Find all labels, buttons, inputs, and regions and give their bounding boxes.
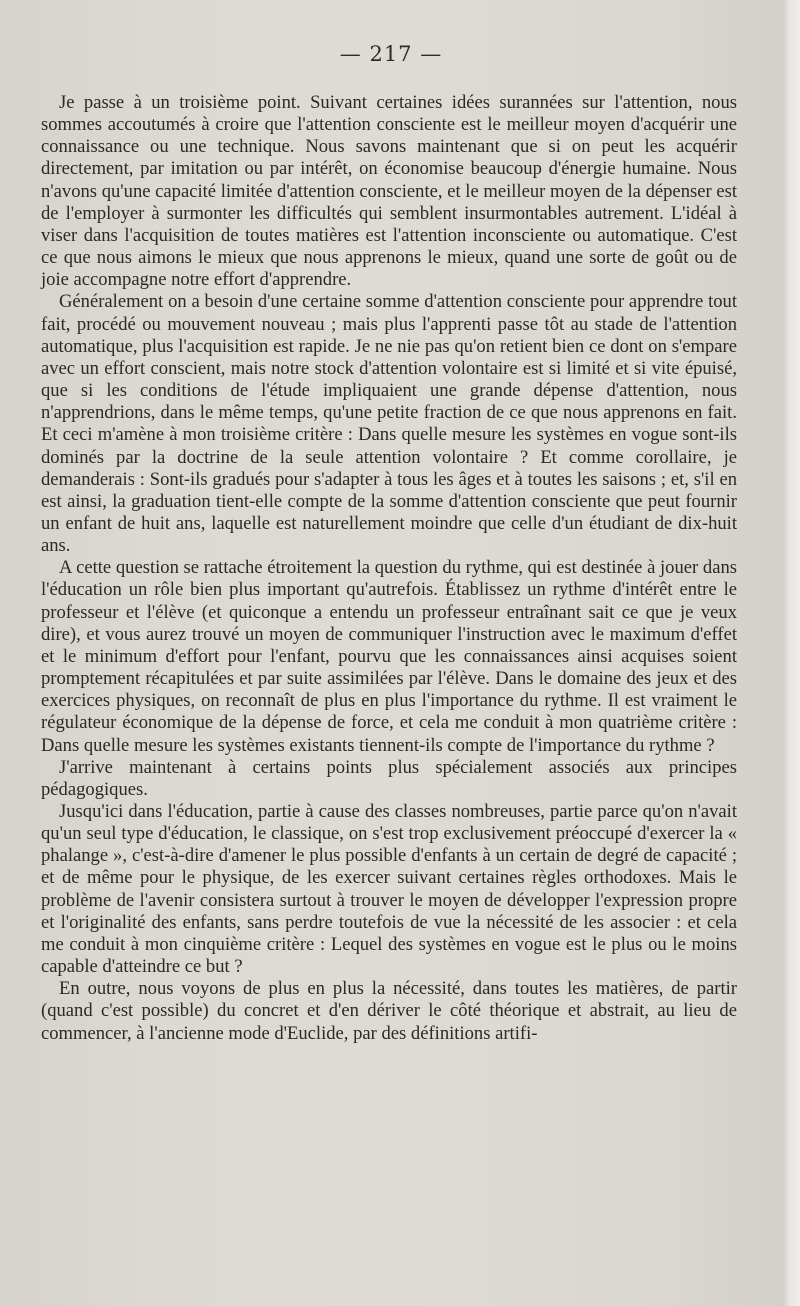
paragraph: Je passe à un troisième point. Suivant certaines idées surannées sur l'attention, nous sommes accoutumés à croire que l'attention consciente est le meilleur moyen d'acquérir une connaissance ou une technique. Nous savons maintenant que si on peut les acquérir directement, par imitation ou par intérêt, on économise beaucoup d'énergie humaine. Nous n'avons qu'une capacité limitée d'attention consciente, et le meilleur moyen de la dépenser est de l'employer à surmonter les difficultés qui semblent insurmontables autrement. L'idéal à viser dans l'acquisition de toutes matières est l'attention inconsciente ou automatique. C'est ce que nous aimons le mieux que nous apprenons le mieux, quand une sorte de goût ou de joie accompagne notre effort d'apprendre.: [41, 92, 737, 291]
body-text: [41, 92, 737, 1045]
paragraph: Jusqu'ici dans l'éducation, partie à cause des classes nombreuses, partie parce qu'on n'avait qu'un seul type d'éducation, le classique, on s'est trop exclusivement préoccupé d'exercer la « phalange », c'est-à-dire d'amener le plus possible d'enfants à un certain de degré de capacité ; et de même pour le physique, de les exercer suivant certaines règles orthodoxes. Mais le problème de l'avenir consistera surtout à trouver le moyen de développer l'expression propre et l'originalité des enfants, sans perdre toutefois de vue la nécessité de les associer : et cela me conduit à mon cinquième critère : Lequel des systèmes en vogue est le plus ou le moins capable d'atteindre ce but ?: [41, 801, 737, 978]
paragraph: Généralement on a besoin d'une certaine somme d'attention consciente pour apprendre tout fait, procédé ou mouvement nouveau ; mais plus l'apprenti passe tôt au stade de l'attention automatique, plus l'acquisition est rapide. Je ne nie pas qu'on retient bien ce dont on s'empare avec un effort conscient, mais notre stock d'attention volontaire est si limité et si vite épuisé, que si les conditions de l'étude impliquaient une grande dépense d'attention, nous n'apprendrions, dans le même temps, qu'une petite fraction de ce que nous apprenons en fait. Et ceci m'amène à mon troisième critère : Dans quelle mesure les systèmes en vogue sont-ils dominés par la doctrine de la seule attention volontaire ? Et comme corollaire, je demanderais : Sont-ils gradués pour s'adapter à tous les âges et à toutes les saisons ; et, s'il en est ainsi, la graduation tient-elle compte de la somme d'attention consciente que peut fournir un enfant de huit ans, laquelle est naturellement moindre que celle d'un étudiant de dix-huit ans.: [41, 291, 737, 557]
page-edge: [782, 0, 800, 1306]
paragraph: A cette question se rattache étroitement la question du rythme, qui est destinée à jouer dans l'éducation un rôle bien plus important qu'autrefois. Établissez un rythme d'intérêt entre le professeur et l'élève (et quiconque a entendu un professeur entraînant sait ce que je veux dire), et vous aurez trouvé un moyen de communiquer l'instruction avec le maximum d'effet et le minimum d'effort pour l'enfant, pourvu que les connaissances ainsi acquises soient promptement récapitulées et par suite assimilées par l'élève. Dans le domaine des jeux et des exercices physiques, on reconnaît de plus en plus l'importance du rythme. Il est vraiment le régulateur économique de la dépense de force, et cela me conduit à mon quatrième critère : Dans quelle mesure les systèmes existants tiennent-ils compte de l'importance du rythme ?: [41, 557, 737, 756]
page-number: — 217 —: [339, 42, 443, 66]
paragraph: J'arrive maintenant à certains points plus spécialement associés aux principes pédagogiques.: [41, 756, 737, 800]
paragraph: En outre, nous voyons de plus en plus la nécessité, dans toutes les matières, de partir (quand c'est possible) du concret et d'en dériver le côté théorique et abstrait, au lieu de commencer, à l'ancienne mode d'Euclide, par des définitions artifi-: [41, 978, 737, 1044]
